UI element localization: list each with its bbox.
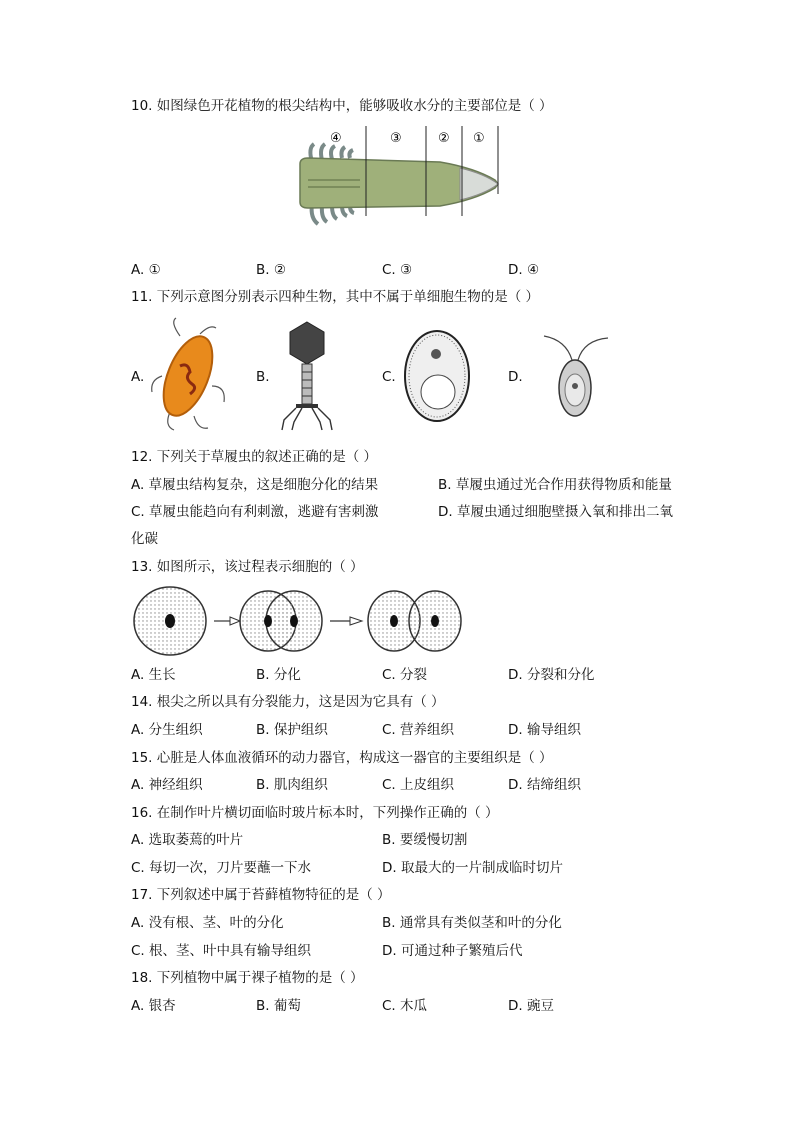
yeast-cell-image <box>402 328 472 424</box>
q11-option-d[interactable]: D. <box>508 369 523 385</box>
q17-option-b[interactable]: B. 通常具有类似茎和叶的分化 <box>382 915 562 931</box>
q10-option-a[interactable]: A. ① <box>131 262 161 278</box>
q14-option-d[interactable]: D. 输导组织 <box>508 722 581 738</box>
q13-option-c[interactable]: C. 分裂 <box>382 667 428 683</box>
q14-option-b[interactable]: B. 保护组织 <box>256 722 328 738</box>
q12-option-a[interactable]: A. 草履虫结构复杂，这是细胞分化的结果 <box>131 477 379 493</box>
question-16-stem: 16. 在制作叶片横切面临时玻片标本时，下列操作正确的（ ） <box>131 805 499 821</box>
root-tip-figure <box>290 124 510 234</box>
q10-option-d[interactable]: D. ④ <box>508 262 540 278</box>
question-11-stem: 11. 下列示意图分别表示四种生物，其中不属于单细胞生物的是（ ） <box>131 289 540 305</box>
q11-option-a[interactable]: A. <box>131 369 145 385</box>
q11-option-c[interactable]: C. <box>382 369 396 385</box>
q15-option-c[interactable]: C. 上皮组织 <box>382 777 455 793</box>
root-tip-diagram <box>290 124 510 234</box>
q13-option-d[interactable]: D. 分裂和分化 <box>508 667 595 683</box>
q18-option-a[interactable]: A. 银杏 <box>131 998 176 1014</box>
q10-option-c[interactable]: C. ③ <box>382 262 413 278</box>
question-10-stem: 10. 如图绿色开花植物的根尖结构中，能够吸收水分的主要部位是（ ） <box>131 98 553 114</box>
zone-label-4: ④ <box>330 131 342 146</box>
q16-option-c[interactable]: C. 每切一次，刀片要蘸一下水 <box>131 860 312 876</box>
q18-option-d[interactable]: D. 豌豆 <box>508 998 554 1014</box>
q15-option-d[interactable]: D. 结缔组织 <box>508 777 581 793</box>
q17-option-a[interactable]: A. 没有根、茎、叶的分化 <box>131 915 284 931</box>
q16-option-d[interactable]: D. 取最大的一片制成临时切片 <box>382 860 563 876</box>
zone-label-3: ③ <box>390 131 402 146</box>
cell-division-diagram <box>130 584 470 658</box>
q15-option-a[interactable]: A. 神经组织 <box>131 777 203 793</box>
q13-option-b[interactable]: B. 分化 <box>256 667 301 683</box>
question-18-stem: 18. 下列植物中属于裸子植物的是（ ） <box>131 970 364 986</box>
virus-image <box>276 320 338 432</box>
zone-label-1: ① <box>473 131 485 146</box>
q18-option-c[interactable]: C. 木瓜 <box>382 998 428 1014</box>
bacterium-image <box>150 316 228 432</box>
q16-option-b[interactable]: B. 要缓慢切割 <box>382 832 468 848</box>
q12-option-d-continuation: 化碳 <box>131 531 158 547</box>
question-14-stem: 14. 根尖之所以具有分裂能力，这是因为它具有（ ） <box>131 694 445 710</box>
q12-option-b[interactable]: B. 草履虫通过光合作用获得物质和能量 <box>438 477 672 493</box>
q15-option-b[interactable]: B. 肌肉组织 <box>256 777 328 793</box>
chlamydomonas-image <box>530 330 620 422</box>
question-13-stem: 13. 如图所示，该过程表示细胞的（ ） <box>131 559 364 575</box>
q14-option-c[interactable]: C. 营养组织 <box>382 722 455 738</box>
q12-option-c[interactable]: C. 草履虫能趋向有利刺激，逃避有害刺激 <box>131 504 379 520</box>
question-15-stem: 15. 心脏是人体血液循环的动力器官，构成这一器官的主要组织是（ ） <box>131 750 553 766</box>
q17-option-d[interactable]: D. 可通过种子繁殖后代 <box>382 943 523 959</box>
q14-option-a[interactable]: A. 分生组织 <box>131 722 203 738</box>
question-12-stem: 12. 下列关于草履虫的叙述正确的是（ ） <box>131 449 378 465</box>
question-17-stem: 17. 下列叙述中属于苔藓植物特征的是（ ） <box>131 887 391 903</box>
zone-label-2: ② <box>438 131 450 146</box>
q11-option-b[interactable]: B. <box>256 369 270 385</box>
q17-option-c[interactable]: C. 根、茎、叶中具有输导组织 <box>131 943 312 959</box>
q18-option-b[interactable]: B. 葡萄 <box>256 998 301 1014</box>
q16-option-a[interactable]: A. 选取萎蔫的叶片 <box>131 832 244 848</box>
q10-option-b[interactable]: B. ② <box>256 262 286 278</box>
q13-option-a[interactable]: A. 生长 <box>131 667 176 683</box>
q12-option-d[interactable]: D. 草履虫通过细胞壁摄入氧和排出二氧 <box>438 504 673 520</box>
